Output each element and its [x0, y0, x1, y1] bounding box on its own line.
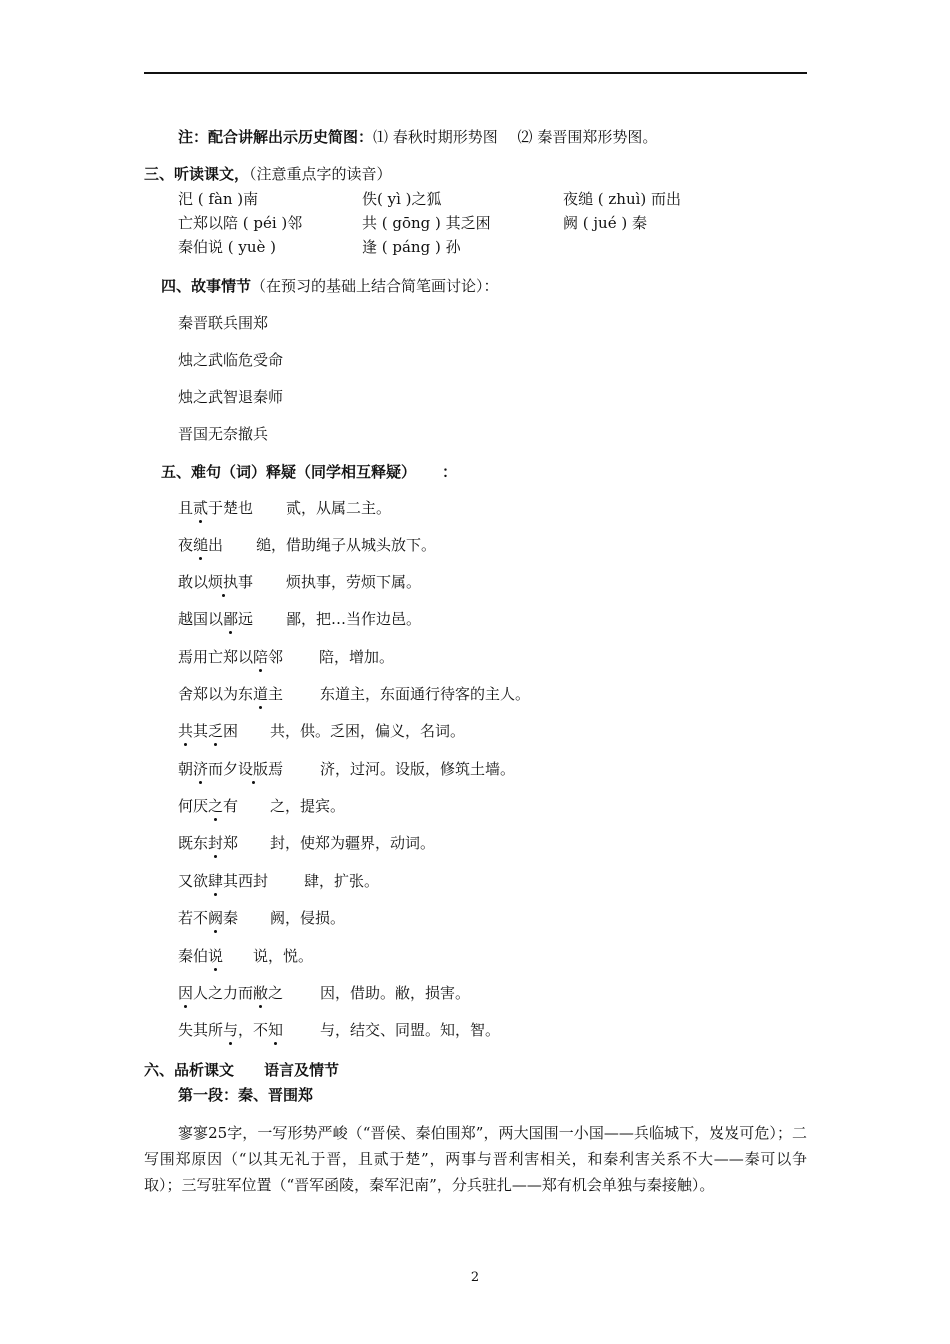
- gloss-row: 夜缒出: [178, 536, 224, 554]
- plot-item: 秦晋联兵围郑: [178, 314, 269, 332]
- gloss-explanation: 鄙，把…当作边邑。: [286, 610, 422, 628]
- section5-heading-line: [161, 462, 457, 482]
- gloss-explanation: 贰，从属二主。: [286, 499, 392, 517]
- dotted-char: 共: [178, 722, 194, 740]
- pinyin-item: 汜 ( fàn )南: [178, 190, 259, 208]
- dotted-char: 烦执: [208, 573, 239, 591]
- gloss-explanation: 济，过河。设版，修筑土墙。: [320, 760, 516, 778]
- gloss-row: 舍郑以为东道主: [178, 685, 284, 703]
- plot-item: 烛之武智退秦师: [178, 388, 284, 406]
- dotted-char: 阙: [208, 909, 224, 927]
- gloss-explanation: 因，借助。敝，损害。: [320, 984, 471, 1002]
- gloss-phrase: 且贰于楚也: [178, 499, 254, 517]
- gloss-row: 失其所与，不知: [178, 1021, 284, 1039]
- gloss-row: [178, 498, 253, 518]
- pinyin-item: 夜缒 ( zhuì) 而出: [563, 190, 682, 208]
- section4-hint: （在预习的基础上结合简笔画讨论）：: [251, 277, 499, 295]
- section3-heading: 三、听读课文，: [144, 165, 250, 183]
- dotted-char: 肆: [208, 872, 224, 890]
- gloss-row: 焉用亡郑以陪邻: [178, 648, 284, 666]
- gloss-explanation: 阙，侵损。: [270, 909, 346, 927]
- dotted-char: 贰: [193, 499, 209, 517]
- gloss-row: 又欲肆其西封: [178, 872, 269, 890]
- pinyin-item: 阙 ( jué ) 秦: [563, 214, 647, 232]
- gloss-explanation: 烦执事，劳烦下属。: [286, 573, 422, 591]
- dotted-char: 济: [193, 760, 209, 778]
- note-label: 注：配合讲解出示历史简图：: [178, 128, 374, 146]
- pinyin-item: 佚( yì )之狐: [362, 190, 442, 208]
- gloss-row: 因人之力而敝之: [178, 984, 284, 1002]
- dotted-char: 敝: [253, 984, 269, 1002]
- dotted-char: 因: [178, 984, 194, 1002]
- gloss-explanation: 说，悦。: [253, 947, 314, 965]
- dotted-char: 说: [208, 947, 224, 965]
- gloss-explanation: 陪，增加。: [319, 648, 395, 666]
- section3-heading-line: [144, 164, 392, 184]
- dotted-char: 缒: [193, 536, 209, 554]
- section6-subheading: 第一段：秦、晋围郑: [178, 1086, 314, 1104]
- pinyin-item: 逢 ( páng ) 孙: [362, 238, 461, 256]
- dotted-char: 鄙: [223, 610, 239, 628]
- pinyin-item: 共 ( gōng ) 其乏困: [362, 214, 491, 232]
- pinyin-item: 秦伯说 ( yuè ): [178, 238, 277, 256]
- gloss-explanation: 肆，扩张。: [304, 872, 380, 890]
- gloss-row: 共其乏困: [178, 722, 239, 740]
- pinyin-item: 亡郑以陪 ( péi )邻: [178, 214, 303, 232]
- dotted-char: 陪: [253, 648, 269, 666]
- dotted-char: 乏: [208, 722, 224, 740]
- section4-heading-line: [161, 276, 499, 296]
- section5-heading: 五、难句（词）释疑（同学相互释疑）: [161, 463, 417, 481]
- gloss-explanation: 之，提宾。: [270, 797, 346, 815]
- dotted-char: 设版: [238, 760, 269, 778]
- analysis-paragraph: 寥寥25字，一写形势严峻（“晋侯、秦伯围郑”，两大国围一小国——兵临城下，岌岌可危）；二写围郑原因（“以其无礼于晋，且贰于楚”，两事与晋利害相关，和秦利害关系不大——秦可以争取）；三写驻军位置（“晋军函陵，秦军汜南”，分兵驻扎——郑有机会单独与秦接触）。: [144, 1124, 807, 1194]
- dotted-char: 封: [208, 834, 224, 852]
- header-rule: [144, 72, 807, 74]
- note-text: ⑴ 春秋时期形势图 ⑵ 秦晋围郑形势图。: [373, 128, 658, 146]
- note-line: [178, 127, 657, 147]
- plot-item: 晋国无奈撤兵: [178, 425, 269, 443]
- gloss-explanation: 东道主，东面通行待客的主人。: [320, 685, 531, 703]
- gloss-explanation: 共，供。乏困，偏义，名词。: [270, 722, 466, 740]
- gloss-row: 越国以鄙远: [178, 610, 254, 628]
- section3-hint: （注意重点字的读音）: [249, 165, 392, 183]
- dotted-char: 知: [268, 1021, 284, 1039]
- gloss-row: 既东封郑: [178, 834, 239, 852]
- gloss-row: 何厌之有: [178, 797, 239, 815]
- dotted-char: 与: [223, 1021, 239, 1039]
- section5-colon: ：: [442, 463, 458, 481]
- plot-item: 烛之武临危受命: [178, 351, 284, 369]
- gloss-explanation: 缒，借助绳子从城头放下。: [256, 536, 437, 554]
- section6-heading: 六、品析课文 语言及情节: [144, 1061, 340, 1079]
- gloss-row: 若不阙秦: [178, 909, 239, 927]
- gloss-row: 朝济而夕设版焉: [178, 760, 284, 778]
- gloss-row: 秦伯说: [178, 947, 224, 965]
- page-number: 2: [470, 1270, 480, 1285]
- dotted-char: 东道主: [238, 685, 284, 703]
- gloss-row: 敢以烦执事: [178, 573, 254, 591]
- gloss-explanation: 与，结交、同盟。知，智。: [320, 1021, 501, 1039]
- section4-heading: 四、故事情节: [161, 277, 252, 295]
- dotted-char: 之: [208, 797, 224, 815]
- gloss-explanation: 封，使郑为疆界，动词。: [270, 834, 436, 852]
